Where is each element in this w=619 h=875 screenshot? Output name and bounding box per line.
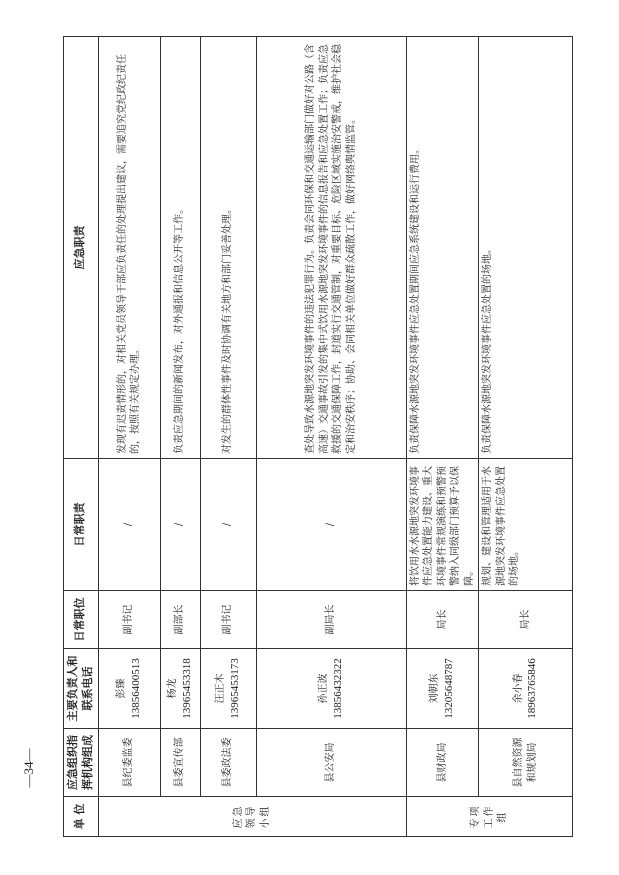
emergency-cell: 发现有迟责情形的，对相关党员领导干部应负责任的处理提出建议，需要追究党纪政纪责任的，按照有关规定办理。 [98,37,160,459]
position-cell: 副书记 [98,591,160,649]
org-cell: 县财政局 [406,729,479,797]
rotated-table-sheet [63,37,563,837]
daily-cell: / [160,459,200,591]
org-cell: 县纪委监委 [98,729,160,797]
daily-cell: / [256,459,406,591]
person-name: 孙正波 [318,673,330,704]
daily-cell: / [98,459,160,591]
table-row [98,37,160,837]
position-cell: 副书记 [200,591,256,649]
person-name: 汪正木 [215,673,227,704]
header-daily: 日常职责 [64,459,99,591]
person-phone: 13205648787 [442,658,455,719]
position-cell: 副部长 [160,591,200,649]
daily-cell: / [200,459,256,591]
header-position: 日常职位 [64,591,99,649]
emergency-cell: 对发生的群体性事件及时协调有关地方和部门妥善处理。 [200,37,256,459]
emergency-cell: 负责保障水源地突发环境事件应急处置期间应急系统建设和运行费用。 [406,37,479,459]
header-unit: 单 位 [64,797,99,837]
person-phone: 18963765846 [526,658,539,719]
person-cell [160,649,200,729]
person-cell [256,649,406,729]
org-cell: 县公安局 [256,729,406,797]
person-name: 杨龙 [167,678,179,699]
person-phone: 13856432322 [331,658,344,719]
header-row [64,37,99,837]
position-cell: 局长 [406,591,479,649]
org-cell: 县委政法委 [200,729,256,797]
page-number: —34— [21,748,36,788]
person-cell [406,649,479,729]
header-org: 应急组织指挥机构组成 [64,729,99,797]
person-phone: 13965453318 [180,658,193,719]
header-emergency: 应急职责 [64,37,99,459]
person-phone: 13965453173 [228,658,241,719]
emergency-cell: 查处导致水源地突发环境事件的违法犯罪行为。负责会同环保和交通运输部门做好对公路（含高速）交通事故引发的集中式饮用水源地突发环境事件的信息报告和应急处置工作；负责应急救援的交通保障工作，封道实行交通管制，对重要目标、危险区域实施治安警戒，维护社会稳定和治安秩序；协助、会同相关单位做好群众疏散工作，做好网络舆情监管。 [256,37,406,459]
person-name: 余小春 [512,673,524,704]
daily-cell: 规划、建设和管理适用于水源地突发环境事件应急处置的场地。 [479,459,573,591]
person-cell [200,649,256,729]
org-cell: 县自然资源和规划局 [479,729,573,797]
header-person: 主要负责人和联系电话 [64,649,99,729]
table-row [256,37,406,837]
person-phone: 13856400513 [129,658,142,719]
person-name: 刘朝东 [429,673,441,704]
position-cell: 副局长 [256,591,406,649]
group-leadership: 应急领导小组 [98,797,406,837]
person-cell [98,649,160,729]
position-cell: 局长 [479,591,573,649]
emergency-duties-table [63,36,573,837]
table-row [160,37,200,837]
daily-cell: 将饮用水水源地突发环境事件应急处置能力建设、重大环境事件常规演练和预警预警纳入同级部门预算予以保障。 [406,459,479,591]
table-row [200,37,256,837]
table-row [479,37,573,837]
org-cell: 县委宣传部 [160,729,200,797]
emergency-cell: 负责应急期间的新闻发布，对外通报和信息公开等工作。 [160,37,200,459]
group-special: 专项工作组 [406,797,573,837]
person-cell [479,649,573,729]
person-name: 彭臻 [116,678,128,699]
emergency-cell: 负责保障水源地突发环境事件应急处置的场地。 [479,37,573,459]
table-row [406,37,479,837]
